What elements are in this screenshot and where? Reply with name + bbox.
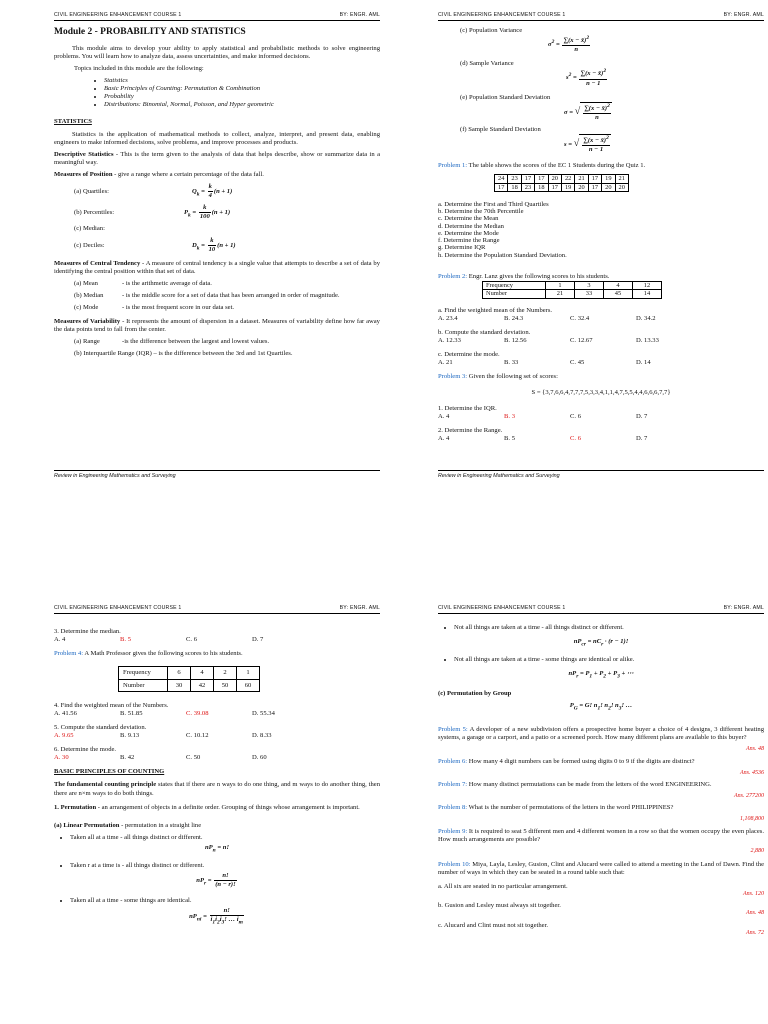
course-title: CIVIL ENGINEERING ENHANCEMENT COURSE 1 <box>54 605 182 611</box>
question-4-choices: A. 41.56 B. 51.85 C. 39.08 D. 55.34 <box>54 710 275 718</box>
table-row: 17 18 23 18 17 19 20 17 20 20 <box>495 183 629 191</box>
mode-definition: (c) Mode - is the most frequent score in our data set. <box>74 304 235 312</box>
question-b-choices: A. 12.33 B. 12.56 C. 12.67 D. 13.33 <box>438 336 659 344</box>
counting-heading: BASIC PRINCIPLES OF COUNTING <box>54 768 165 776</box>
problem-10-b: b. Gusion and Lesley must always sit together. <box>438 902 561 910</box>
author: BY: ENGR. AML <box>723 605 764 611</box>
problem-10-a: a. All six are seated in no particular arrangement. <box>438 882 568 890</box>
median-row <box>54 225 380 233</box>
page-footer: Review in Engineering Mathematics and Surveying <box>438 470 764 479</box>
mean-definition: (a) Mean - is the arithmetic average of data. <box>74 280 212 288</box>
question-5-choices: A. 9.65 B. 9.13 C. 10.12 D. 8.33 <box>54 732 272 740</box>
page-2 <box>438 12 764 498</box>
course-title: CIVIL ENGINEERING ENHANCEMENT COURSE 1 <box>54 12 182 18</box>
table-row: 24 23 17 17 20 22 21 17 19 21 <box>495 175 629 183</box>
question-b: b. Compute the standard deviation. <box>438 328 531 336</box>
fundamental-principle: The fundamental counting principle states that if there are n ways to do one thing, and m ways to do another thing, then there are n×m ways to do both things. <box>54 781 380 797</box>
question-2-choices: A. 4 B. 5 C. 6 D. 7 <box>438 434 648 442</box>
percentiles-label: (b) Percentiles: <box>74 208 115 216</box>
table-row: Frequency 1 3 4 12 <box>483 281 662 289</box>
question-c-choices: A. 21 B. 33 C. 45 D. 14 <box>438 358 651 366</box>
problem-7-answer: Ans. 277200 <box>734 792 764 799</box>
formula-npcr: $nP_{cr} = nC_r \cdot (r - 1)$! <box>573 638 629 648</box>
list-item: f. Determine the Range <box>438 237 500 245</box>
intro-paragraph: This module aims to develop your ability to apply statistical and probabilistic methods to solve engineering problems. You will learn how to analyze data, assess uncertainties, and make informed decisions. <box>54 44 380 60</box>
question-c: c. Determine the mode. <box>438 350 500 358</box>
page-4 <box>438 605 764 1024</box>
question-2: 2. Determine the Range. <box>438 426 503 434</box>
list-item: b. Determine the 70th Percentile <box>438 208 524 216</box>
problem-3-set: S = {3,7,6,6,4,7,7,7,5,3,3,4,1,1,4,7,5,5,4,4,6,6,6,7,7} <box>531 388 671 396</box>
deciles-label: (c) Deciles: <box>74 241 105 249</box>
iqr-definition: (b) Interquartile Range (IQR) – is the difference between the 3rd and 1st Quartiles. <box>74 350 293 358</box>
percentiles-row <box>54 204 380 221</box>
central-tendency: Measures of Central Tendency - A measure of central tendency is a single value that attempts to describe a set of data by identifying the central position within that set of data. <box>54 260 380 276</box>
problem-2-table <box>482 281 662 299</box>
problem-4: Problem 4: A Math Professor gives the following scores to his students. <box>54 650 243 658</box>
problem-9: Problem 9: It is required to seat 5 different men and 4 different women in a row so that the women occupy the even places. How much arrangements are possible? <box>438 827 764 843</box>
problem-9-answer: 2,880 <box>750 847 764 854</box>
population-sd-label: (e) Population Standard Deviation <box>460 93 551 101</box>
list-item: • Taken all at a time - all things distinct or different. <box>70 834 380 842</box>
problem-6-answer: Ans. 4536 <box>740 769 764 776</box>
table-row: Number 21 33 45 14 <box>483 290 662 298</box>
problem-1: Problem 1: The table shows the scores of the EC 1 Students during the Quiz 1. <box>438 162 646 170</box>
table-row: Number 30 42 50 60 <box>119 679 260 692</box>
population-sd-formula: σ = √ $\frac{\sum(x - x̄)^2}{n}$ <box>564 102 610 121</box>
linear-permutation-list <box>70 834 380 842</box>
permutation-definition: 1. Permutation - an arrangement of objects in a definite order. Grouping of things whose arrangement is important. <box>54 803 360 811</box>
statistics-paragraph: Statistics is the application of mathematical methods to collect, analyze, interpret, and present data, enabling engineers to make informed decisions, solve problems, and improve processes and products. <box>54 130 380 146</box>
list-item: • Not all things are taken at a time - all things distinct or different. <box>454 624 764 632</box>
sample-sd-formula: s = √ $\frac{\sum(x - x̄)^2}{n - 1}$ <box>564 134 609 154</box>
statistics-heading: STATISTICS <box>54 117 92 125</box>
permutation-by-group: (c) Permutation by Group <box>438 690 512 698</box>
list-item: h. Determine the Population Standard Deviation. <box>438 251 567 259</box>
page-3 <box>54 605 380 1024</box>
author: BY: ENGR. AML <box>339 605 380 611</box>
course-title: CIVIL ENGINEERING ENHANCEMENT COURSE 1 <box>438 605 566 611</box>
problem-8-answer: 1,108,800 <box>740 816 764 823</box>
problem-7: Problem 7: How many distinct permutations can be made from the letters of the word ENGINEERING. <box>438 780 712 788</box>
decile-formula: $D_k$ = $\frac{k}{10}$ (n + 1) <box>192 237 236 254</box>
sample-sd-label: (f) Sample Standard Deviation <box>460 125 541 133</box>
descriptive-statistics: Descriptive Statistics - This is the term given to the analysis of data that helps describe, show or summarize data in a meaningful way. <box>54 150 380 166</box>
page-footer: Review in Engineering Mathematics and Surveying <box>54 470 380 479</box>
median-definition: (b) Median - is the middle score for a set of data that has been arranged in order of magnitude. <box>74 292 340 300</box>
author: BY: ENGR. AML <box>339 12 380 18</box>
page-header <box>438 12 764 21</box>
list-item: • Taken r at a time is - all things distinct or different. <box>70 862 380 870</box>
problem-8: Problem 8: What is the number of permutations of the letters in the word PHILIPPINES? <box>438 804 674 812</box>
question-6-choices: A. 30 B. 42 C. 50 D. 60 <box>54 754 267 762</box>
problem-5-answer: Ans. 48 <box>746 746 764 753</box>
topics-list <box>104 77 380 109</box>
topic-item: • Probability <box>104 93 380 101</box>
problem-5: Problem 5: A developer of a new subdivision offers a prospective home buyer a choice of 4 designs, 3 different heating systems, a garage or a carport, and a patio or a screened porch. How many different plans are available to this buyer? <box>438 726 764 742</box>
problem-1-table <box>494 174 629 192</box>
page-1 <box>54 12 380 498</box>
course-title: CIVIL ENGINEERING ENHANCEMENT COURSE 1 <box>438 12 566 18</box>
problem-10-a-answer: Ans. 120 <box>743 891 764 898</box>
question-1: 1. Determine the IQR. <box>438 404 497 412</box>
question-4: 4. Find the weighted mean of the Numbers. <box>54 702 169 710</box>
question-a-choices: A. 23.4 B. 24.3 C. 32.4 D. 34.2 <box>438 314 656 322</box>
formula-npr: $nP_r$ = $\frac{n!}{(n - r)!}$ <box>196 871 236 888</box>
list-item: a. Determine the First and Third Quartiles <box>438 200 549 208</box>
question-6: 6. Determine the mode. <box>54 746 117 754</box>
median-label: (c) Median: <box>74 225 105 233</box>
problem-6: Problem 6: How many 4 digit numbers can be formed using digits 0 to 9 if the digits are distinct? <box>438 757 695 765</box>
list-item: d. Determine the Median <box>438 222 504 230</box>
deciles-row <box>54 237 380 254</box>
measures-of-position: Measures of Position - give a range where a certain percentage of the data fall. <box>54 170 264 178</box>
problem-10-b-answer: Ans. 48 <box>746 910 764 917</box>
quartile-formula: $Q_k$ = $\frac{k}{4}$ (n + 1) <box>192 182 233 200</box>
quartiles-label: (a) Quartiles: <box>74 187 109 195</box>
problem-2: Problem 2: Engr. Lanz gives the following scores to his students. <box>438 272 610 280</box>
linear-permutation: (a) Linear Permutation - permutation in a straight line <box>54 821 202 829</box>
range-definition: (a) Range -is the difference between the largest and lowest values. <box>74 338 270 346</box>
problem-3: Problem 3: Given the following set of scores: <box>438 372 558 380</box>
percentile-formula: $P_k$ = $\frac{k}{100}$ (n + 1) <box>184 204 231 221</box>
page-header <box>438 605 764 614</box>
question-5: 5. Compute the standard deviation. <box>54 724 147 732</box>
table-row: Frequency 6 4 2 1 <box>119 667 260 680</box>
permutation-list <box>454 656 764 664</box>
module-title: Module 2 - PROBABILITY AND STATISTICS <box>54 27 246 37</box>
formula-npn: $nP_n = n$! <box>204 843 230 853</box>
problem-1-items <box>438 201 764 259</box>
quartiles-row <box>54 183 380 200</box>
question-3: 3. Determine the median. <box>54 628 121 635</box>
population-variance-label: (c) Population Variance <box>460 27 523 34</box>
measures-of-variability: Measures of Variability - It represents the amount of dispersion in a dataset. Measures of variability define how far away the data points tend to fall from the center. <box>54 318 380 334</box>
linear-permutation-list <box>70 897 380 905</box>
permutation-list <box>454 624 764 632</box>
linear-permutation-list <box>70 862 380 870</box>
problem-4-table <box>118 666 260 692</box>
page-header <box>54 605 380 614</box>
question-3-choices: A. 4 B. 5 C. 6 D. 7 <box>54 636 264 644</box>
list-item: g. Determine IQR <box>438 244 486 252</box>
problem-10-c-answer: Ans. 72 <box>746 929 764 936</box>
sample-variance-label: (d) Sample Variance <box>460 60 514 68</box>
topic-item: • Basic Principles of Counting: Permutation & Combination <box>104 85 380 93</box>
question-a: a. Find the weighted mean of the Numbers. <box>438 306 553 314</box>
list-item: • Not all things are taken at a time - some things are identical or alike. <box>454 656 764 664</box>
list-item: • Taken all at a time - some things are identical. <box>70 897 380 905</box>
list-item: e. Determine the Mode <box>438 229 499 237</box>
problem-10-c: c. Alucard and Clint must not sit together. <box>438 921 549 929</box>
page-header <box>54 12 380 21</box>
population-variance-formula: $\sigma^2$ = $\frac{\sum(x - x̄)^2}{n}$ <box>548 35 590 54</box>
question-1-choices: A. 4 B. 3 C. 6 D. 7 <box>438 412 648 420</box>
sample-variance-formula: $s^2$ = $\frac{\sum(x - x̄)^2}{n - 1}$ <box>566 68 607 87</box>
author: BY: ENGR. AML <box>723 12 764 18</box>
formula-group: $P_G = G$! $n_1$! $n_2$! $n_3$! … <box>569 702 633 712</box>
topic-item: • Distributions: Binomial, Normal, Poisson, and Hyper geometric <box>104 101 380 109</box>
formula-npr-sum: $nP_r = P_1 + P_2 + P_3$ + ⋯ <box>568 670 634 680</box>
topic-item: • Statistics <box>104 77 380 85</box>
topics-lead: Topics included in this module are the following: <box>74 64 204 72</box>
list-item: c. Determine the Mean <box>438 215 499 223</box>
problem-10: Problem 10: Miya, Layla, Lesley, Gusion, Clint and Alucard were called to attend a meeting in the Land of Dawn. Find the number of ways in which they can be seated in a round table such that: <box>438 860 764 876</box>
formula-npni: $nP_{ni}$ = $\frac{n!}{i_1i_2i_3! \dots i_m}$ <box>189 906 243 926</box>
